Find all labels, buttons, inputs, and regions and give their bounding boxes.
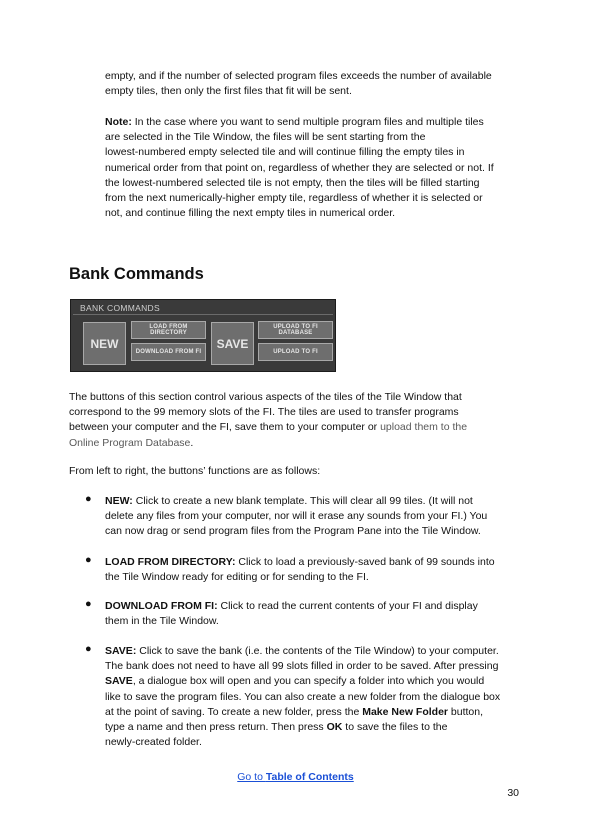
bullet-text: Click to read the current contents of your FI and display: [217, 600, 478, 612]
bullet-text: to save the files to the: [342, 721, 448, 734]
bullet-text: delete any files from your computer, nor will it erase any sounds from your FI.) You: [105, 510, 488, 523]
new-button[interactable]: NEW: [83, 322, 126, 365]
upload-to-fi-database-label: UPLOAD TO FI DATABASE: [273, 323, 318, 336]
bullet-text: like to save the program files. You can also create a new folder from the dialogue box: [105, 690, 501, 703]
note-line: lowest-numbered empty selected tile and will continue filling the empty tiles in: [105, 146, 465, 159]
upload-to-fi-database-button[interactable]: [258, 321, 333, 339]
panel-title: BANK COMMANDS: [80, 303, 160, 313]
bullet-text: newly-created folder.: [105, 736, 202, 749]
intro-paragraph: [105, 69, 515, 99]
section-heading: Bank Commands: [69, 265, 204, 283]
bullet-text: at the point of saving. To create a new folder, press the: [105, 705, 363, 718]
bullet-text: them in the Tile Window.: [105, 615, 219, 628]
bullet-new: [105, 494, 515, 540]
bullet-save: [105, 644, 515, 750]
bullet-icon: ●: [85, 493, 92, 505]
intro-line: empty tiles, then only the first files that fit will be sent.: [105, 85, 352, 98]
note-line: from the next numerically-higher empty tile, regardless of whether it is selected or: [105, 192, 483, 205]
description-paragraph: [69, 390, 519, 451]
note-line: the lowest-numbered selected tile is not empty, then the tiles will be filled starting: [105, 176, 480, 189]
bullet-label: LOAD FROM DIRECTORY:: [105, 556, 236, 568]
note-line: not, and continue filling the next empty tiles in numerical order.: [105, 207, 396, 220]
toc-text: Table of Contents: [265, 771, 354, 783]
description-line: between your computer and the FI, save them to your computer or: [69, 421, 381, 434]
bullet-text: , a dialogue box will open and you can specify a folder into which you would: [132, 675, 485, 688]
note-label: Note:: [105, 116, 132, 128]
description-line: The buttons of this section control various aspects of the tiles of the Tile Window that: [69, 391, 462, 403]
note-paragraph: [105, 115, 515, 221]
note-line: In the case where you want to send multiple program files and multiple tiles: [131, 116, 484, 128]
bullet-text: Click to load a previously-saved bank of 99 sounds into: [235, 556, 495, 568]
bullet-text: Click to create a new blank template. This will clear all 99 tiles. (It will not: [132, 495, 473, 507]
intro-line: empty, and if the number of selected program files exceeds the number of available: [105, 70, 492, 82]
note-line: numerical order from that point on, regardless of whether they are selected or not. If: [105, 161, 494, 174]
online-database-link[interactable]: upload them to the: [380, 421, 468, 434]
bullet-download: [105, 599, 515, 629]
goto-text: Go to: [237, 771, 266, 783]
bullet-text: can now drag or send program files from the Program Pane into the Tile Window.: [105, 525, 481, 538]
bullet-text: type a name and then press return. Then press: [105, 721, 327, 734]
load-from-directory-label: LOAD FROM DIRECTORY: [149, 323, 188, 336]
bullet-label: DOWNLOAD FROM FI:: [105, 600, 218, 612]
note-line: are selected in the Tile Window, the files will be sent starting from the: [105, 131, 426, 144]
bullet-bold: SAVE: [105, 675, 133, 688]
bullet-label: NEW:: [105, 495, 133, 507]
bullet-text: The bank does not need to have all 99 slots filled in order to be saved. After pressing: [105, 660, 499, 673]
bullet-load: [105, 555, 515, 585]
bullet-label: SAVE:: [105, 645, 137, 657]
list-intro: From left to right, the buttons’ functions are as follows:: [69, 465, 321, 477]
bullet-text: Click to save the bank (i.e. the contents of the Tile Window) to your computer.: [136, 645, 499, 657]
upload-to-fi-button[interactable]: UPLOAD TO FI: [258, 343, 333, 361]
bank-commands-panel: [70, 299, 336, 372]
description-line: correspond to the 99 memory slots of the FI. The tiles are used to transfer programs: [69, 406, 459, 419]
bullet-icon: ●: [85, 643, 92, 655]
bullet-text: button,: [448, 705, 484, 718]
panel-divider: [73, 314, 333, 315]
load-from-directory-button[interactable]: [131, 321, 206, 339]
table-of-contents-link[interactable]: [0, 771, 591, 783]
bullet-text: the Tile Window ready for editing or for sending to the FI.: [105, 571, 369, 584]
bullet-bold: Make New Folder: [362, 705, 448, 718]
bullet-bold: OK: [326, 721, 343, 734]
bullet-icon: ●: [85, 598, 92, 610]
online-database-link-cont[interactable]: Online Program Database: [69, 436, 191, 449]
bullet-icon: ●: [85, 554, 92, 566]
description-line: .: [190, 436, 194, 449]
download-from-fi-button[interactable]: DOWNLOAD FROM FI: [131, 343, 206, 361]
page-number: 30: [507, 787, 519, 799]
save-button[interactable]: SAVE: [211, 322, 254, 365]
